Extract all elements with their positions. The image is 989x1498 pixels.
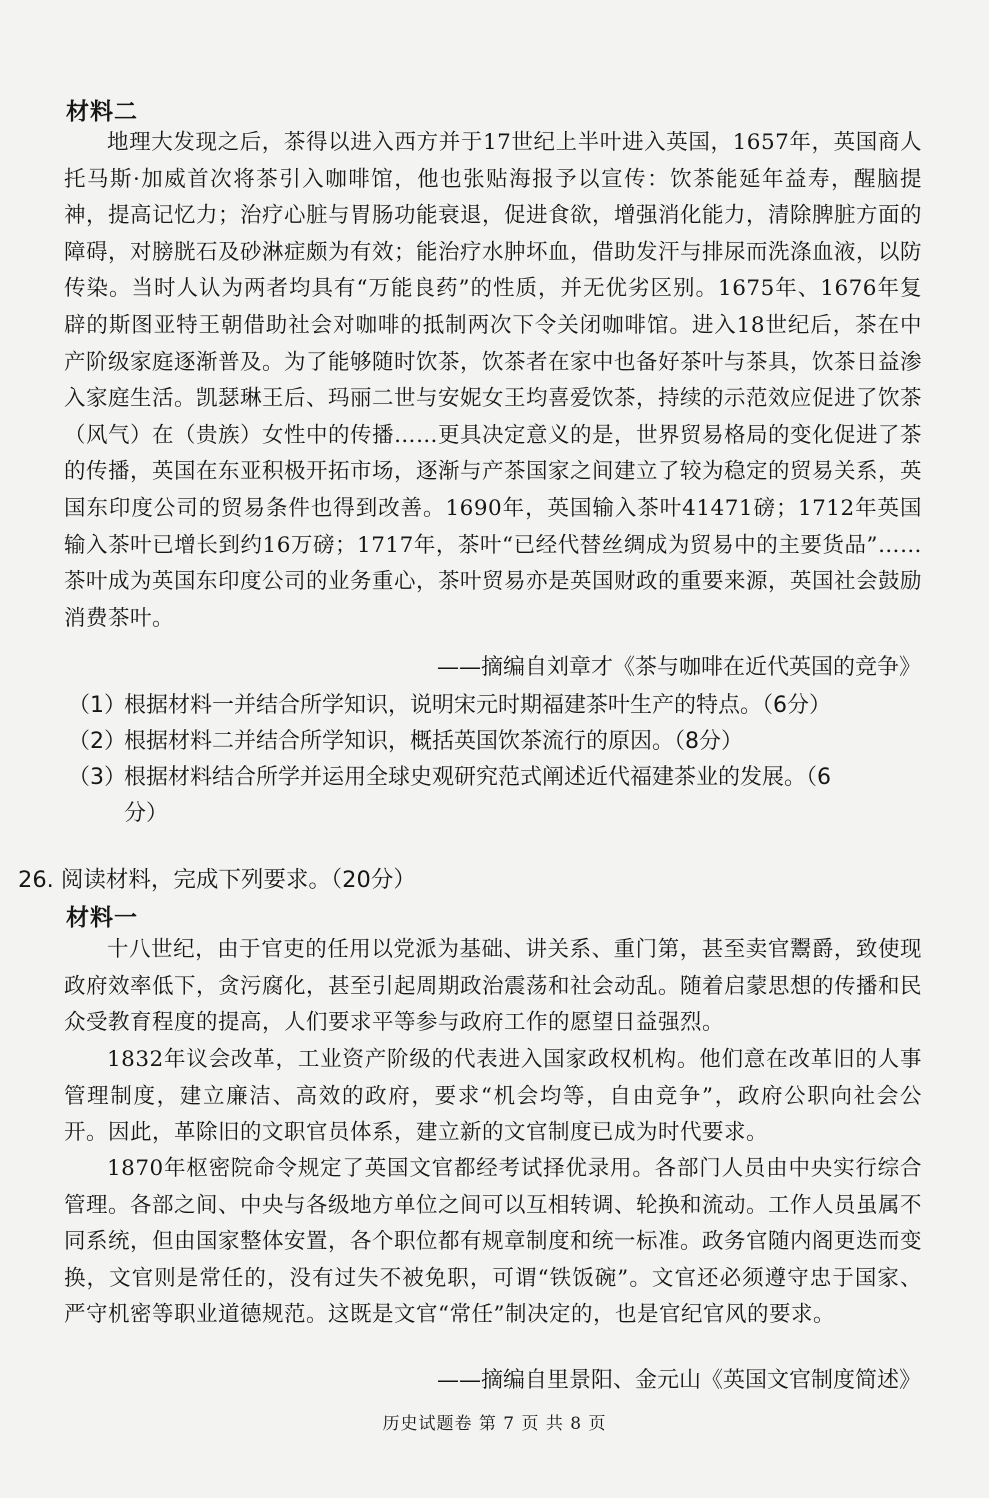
material-2-paragraph: 地理大发现之后，茶得以进入西方并于17世纪上半叶进入英国，1657年，英国商人托马斯·加威首次将茶引入咖啡馆，他也张贴海报予以宣传：饮茶能延年益寿，醒脑提神，提高记忆力；治疗心脏与胃肠功能衰退，促进食欲，增强消化能力，清除脾脏方面的障碍，对膀胱石及砂淋症颇为有效；能治疗水肿坏血，借助发汗与排尿而洗涤血液，以防传染。当时人认为两者均具有“万能良药”的性质，并无优劣区别。1675年、1676年复辟的斯图亚特王朝借助社会对咖啡的抵制两次下令关闭咖啡馆。进入18世纪后，茶在中产阶级家庭逐渐普及。为了能够随时饮茶，饮茶者在家中也备好茶叶与茶具，饮茶日益渗入家庭生活。凯瑟琳王后、玛丽二世与安妮女王均喜爱饮茶，持续的示范效应促进了饮茶（风气）在（贵族）女性中的传播……更具决定意义的是，世界贸易格局的变化促进了茶的传播，英国在东亚积极开拓市场，逐渐与产茶国家之间建立了较为稳定的贸易关系，英国东印度公司的贸易条件也得到改善。1690年，英国输入茶叶41471磅；1712年英国输入茶叶已增长到约16万磅；1717年，茶叶“已经代替丝绸成为贸易中的主要货品”……茶叶成为英国东印度公司的业务重心，茶叶贸易亦是英国财政的重要来源，英国社会鼓励消费茶叶。	[64, 130, 923, 631]
q26-source: ——摘编自里景阳、金元山《英国文官制度简述》	[436, 1368, 921, 1393]
question-3-continuation: 分）	[124, 801, 169, 826]
question-2	[68, 724, 924, 760]
question-26-title: 26. 阅读材料，完成下列要求。（20分）	[18, 867, 416, 893]
material-1-heading: 材料一	[66, 905, 138, 931]
q26-paragraph-1: 十八世纪，由于官吏的任用以党派为基础、讲关系、重门第，甚至卖官鬻爵，致使现政府效率低下，贪污腐化，甚至引起周期政治震荡和社会动乱。随着启蒙思想的传播和民众受教育程度的提高，人们要求平等参与政府工作的愿望日益强烈。	[64, 937, 923, 1036]
question-1-number: （1）	[68, 693, 126, 718]
question-3-number: （3）	[68, 765, 126, 790]
question-3	[68, 760, 924, 832]
q26-paragraph-3: 1870年枢密院命令规定了英国文官都经考试择优录用。各部门人员由中央实行综合管理。各部之间、中央与各级地方单位之间可以互相转调、轮换和流动。工作人员虽属不同系统，但由国家整体安置，各个职位都有规章制度和统一标准。政务官随内阁更迭而变换，文官则是常任的，没有过失不被免职，可谓“铁饭碗”。文官还必须遵守忠于国家、严守机密等职业道德规范。这既是文官“常任”制决定的，也是官纪官风的要求。	[64, 1156, 923, 1328]
question-3-text: 根据材料结合所学并运用全球史观研究范式阐述近代福建茶业的发展。（6	[124, 765, 831, 790]
material-2-source: ——摘编自刘章才《茶与咖啡在近代英国的竞争》	[436, 655, 921, 680]
page-footer: 历史试题卷 第 7 页 共 8 页	[382, 1414, 607, 1434]
question-2-text: 根据材料二并结合所学知识，概括英国饮茶流行的原因。（8分）	[124, 729, 743, 754]
q26-paragraph-2: 1832年议会改革，工业资产阶级的代表进入国家政权机构。他们意在改革旧的人事管理制度，建立廉洁、高效的政府，要求“机会均等，自由竞争”，政府公职向社会公开。因此，革除旧的文职官员体系，建立新的文官制度已成为时代要求。	[64, 1047, 922, 1146]
question-2-number: （2）	[68, 729, 126, 754]
material-2-heading: 材料二	[66, 99, 138, 125]
question-1-text: 根据材料一并结合所学知识，说明宋元时期福建茶叶生产的特点。（6分）	[124, 693, 831, 718]
question-1	[68, 688, 924, 724]
